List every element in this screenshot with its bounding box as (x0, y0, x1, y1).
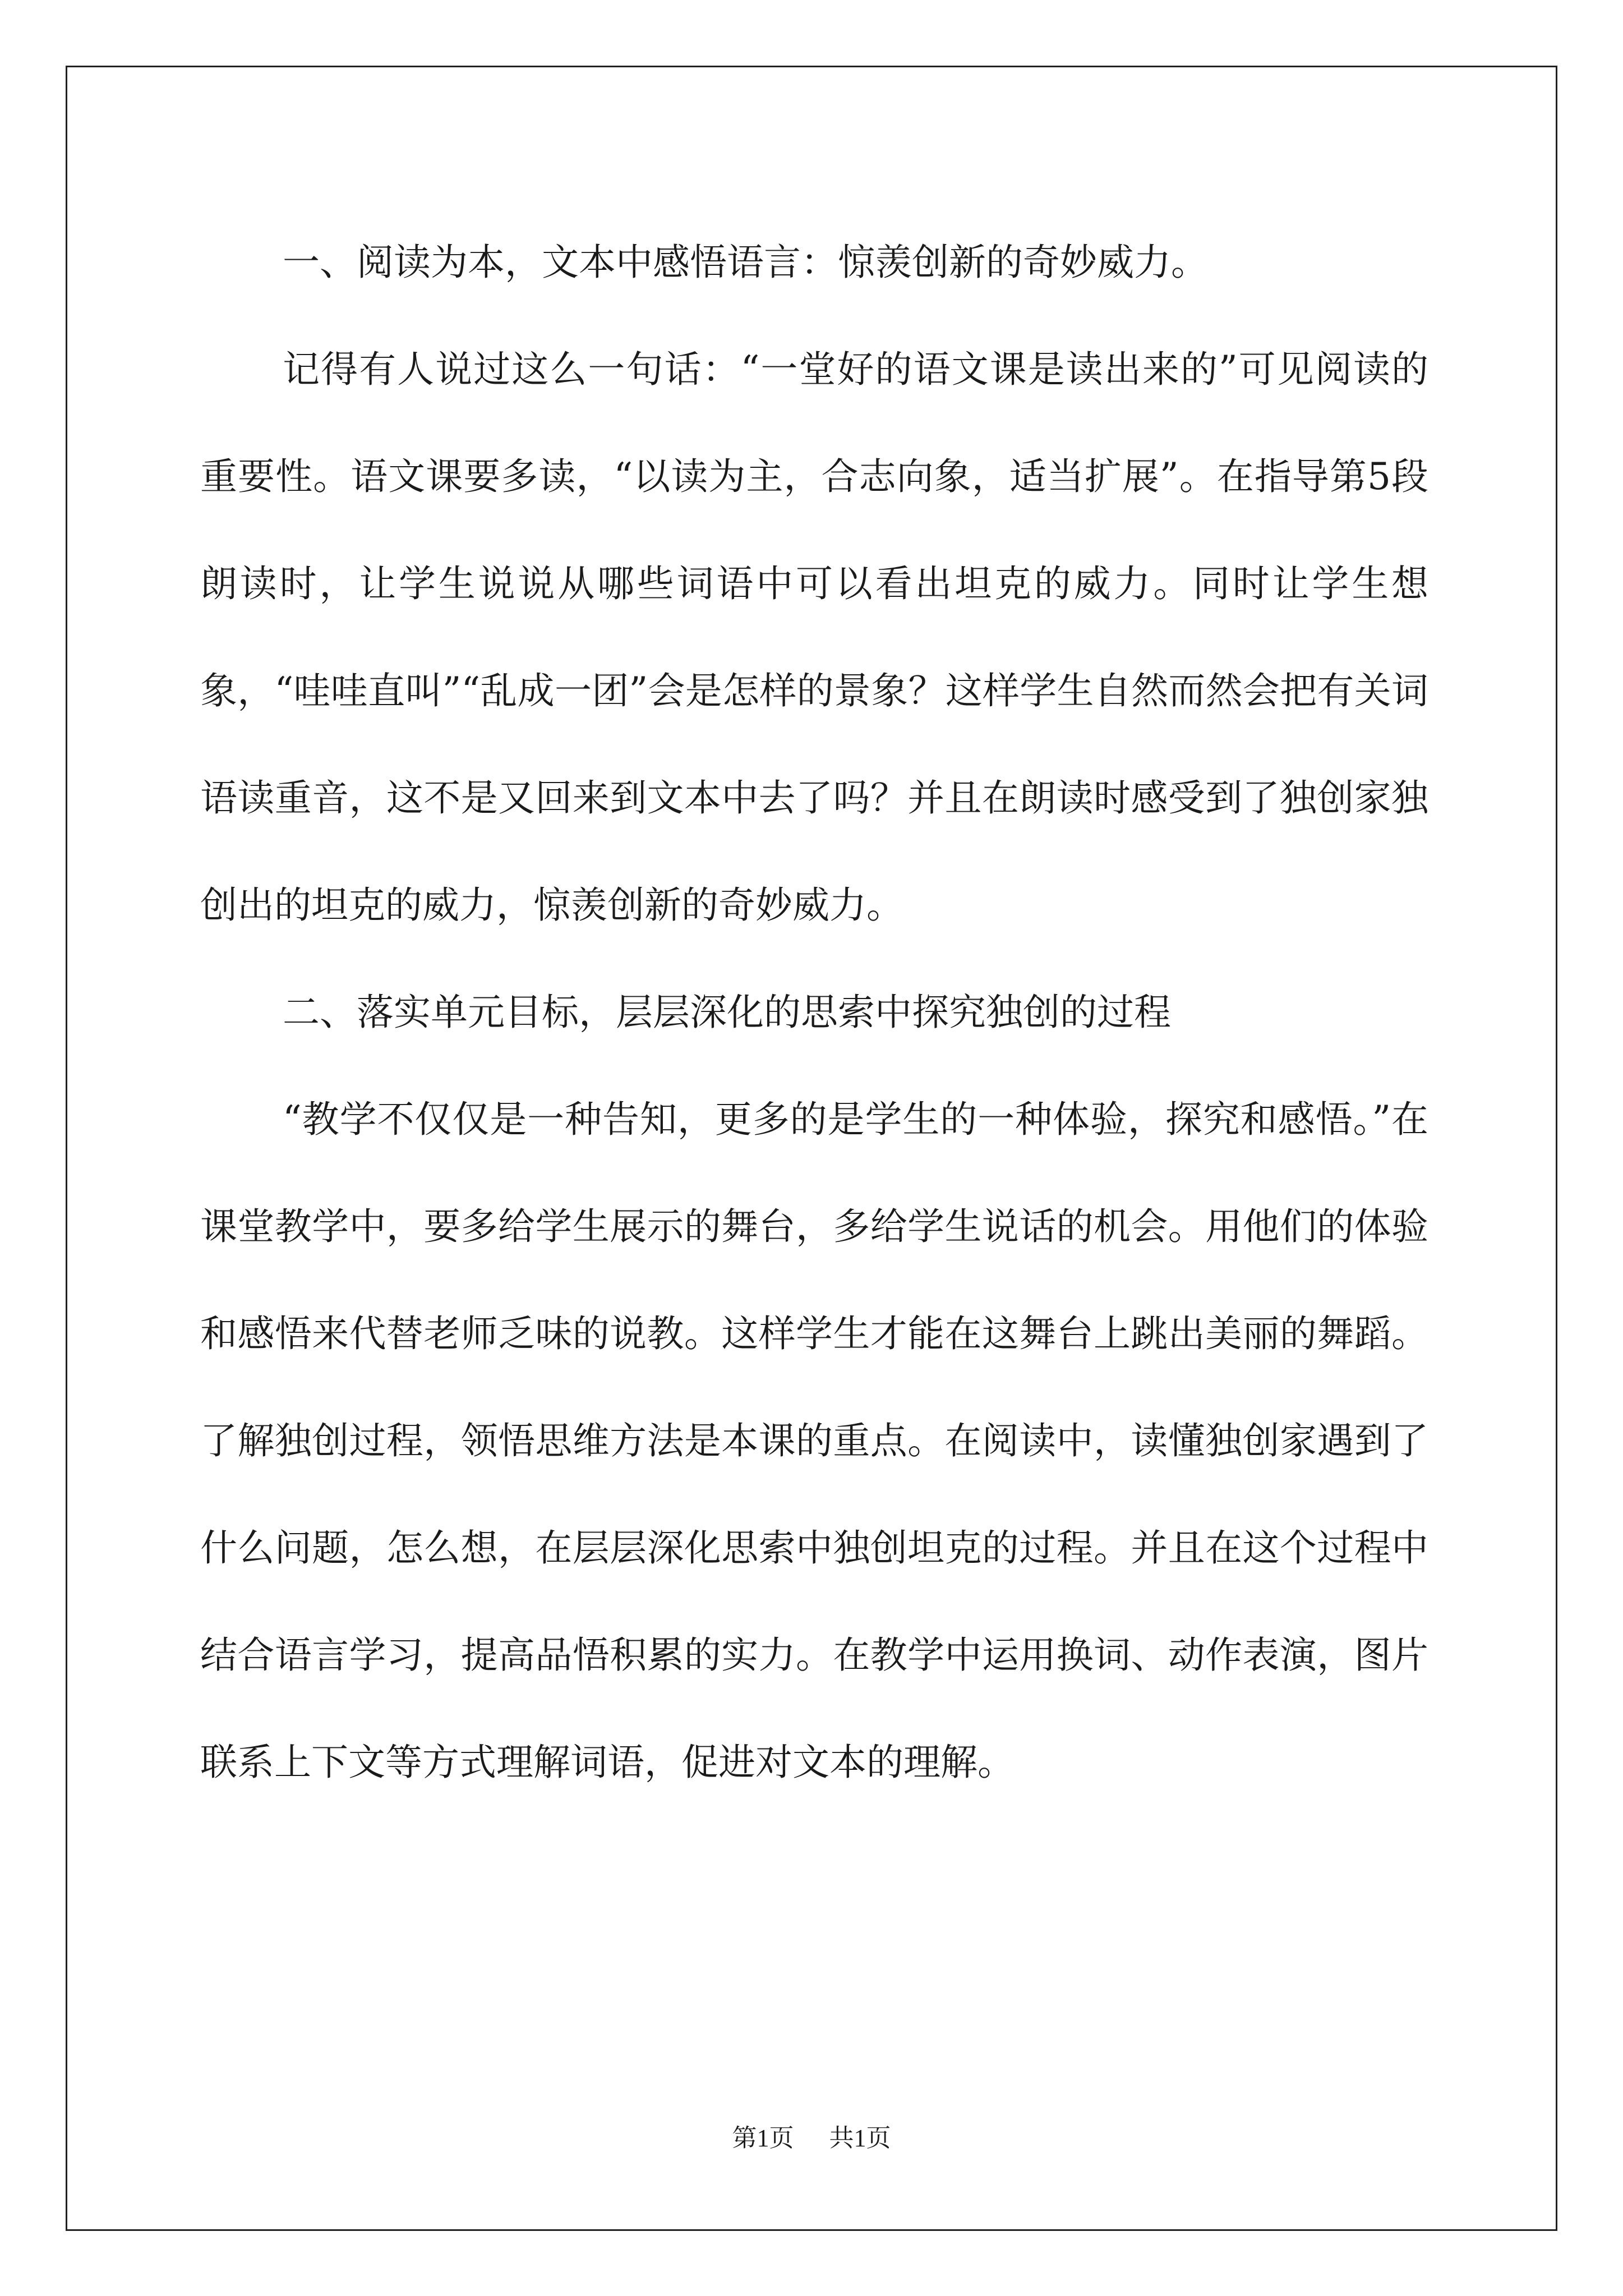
heading-section-one: 一、阅读为本，文本中感悟语言：惊羡创新的奇妙威力。 (283, 241, 1208, 284)
document-body (200, 209, 1428, 1816)
paragraph-reading: 记得有人说过这么一句话：“一堂好的语文课是读出来的”可见阅读的重要性。语文课要多读，“以读为主，合志向象，适当扩展”。在指导第5段朗读时，让学生说说从哪些词语中可以看出坦克的威力。同时让学生想象，“哇哇直叫”“乱成一团”会是怎样的景象？这样学生自然而然会把有关词语读重音，这不是又回来到文本中去了吗？并且在朗读时感受到了独创家独创出的坦克的威力，惊羡创新的奇妙威力。 (200, 348, 1428, 927)
heading-section-two: 二、落实单元目标，层层深化的思索中探究独创的过程 (283, 991, 1171, 1034)
page-total: 共1页 (829, 2124, 891, 2152)
paragraph-teaching: “教学不仅仅是一种告知，更多的是学生的一种体验，探究和感悟。”在课堂教学中，要多给学生展示的舞台，多给学生说话的机会。用他们的体验和感悟来代替老师乏味的说教。这样学生才能在这舞台上跳出美丽的舞蹈。了解独创过程，领悟思维方法是本课的重点。在阅读中，读懂独创家遇到了什么问题，怎么想，在层层深化思索中独创坦克的过程。并且在这个过程中结合语言学习，提高品悟积累的实力。在教学中运用换词、动作表演，图片联系上下文等方式理解词语，促进对文本的理解。 (200, 1098, 1428, 1784)
page-number: 第1页 (732, 2124, 794, 2152)
page-footer (0, 2122, 1623, 2155)
